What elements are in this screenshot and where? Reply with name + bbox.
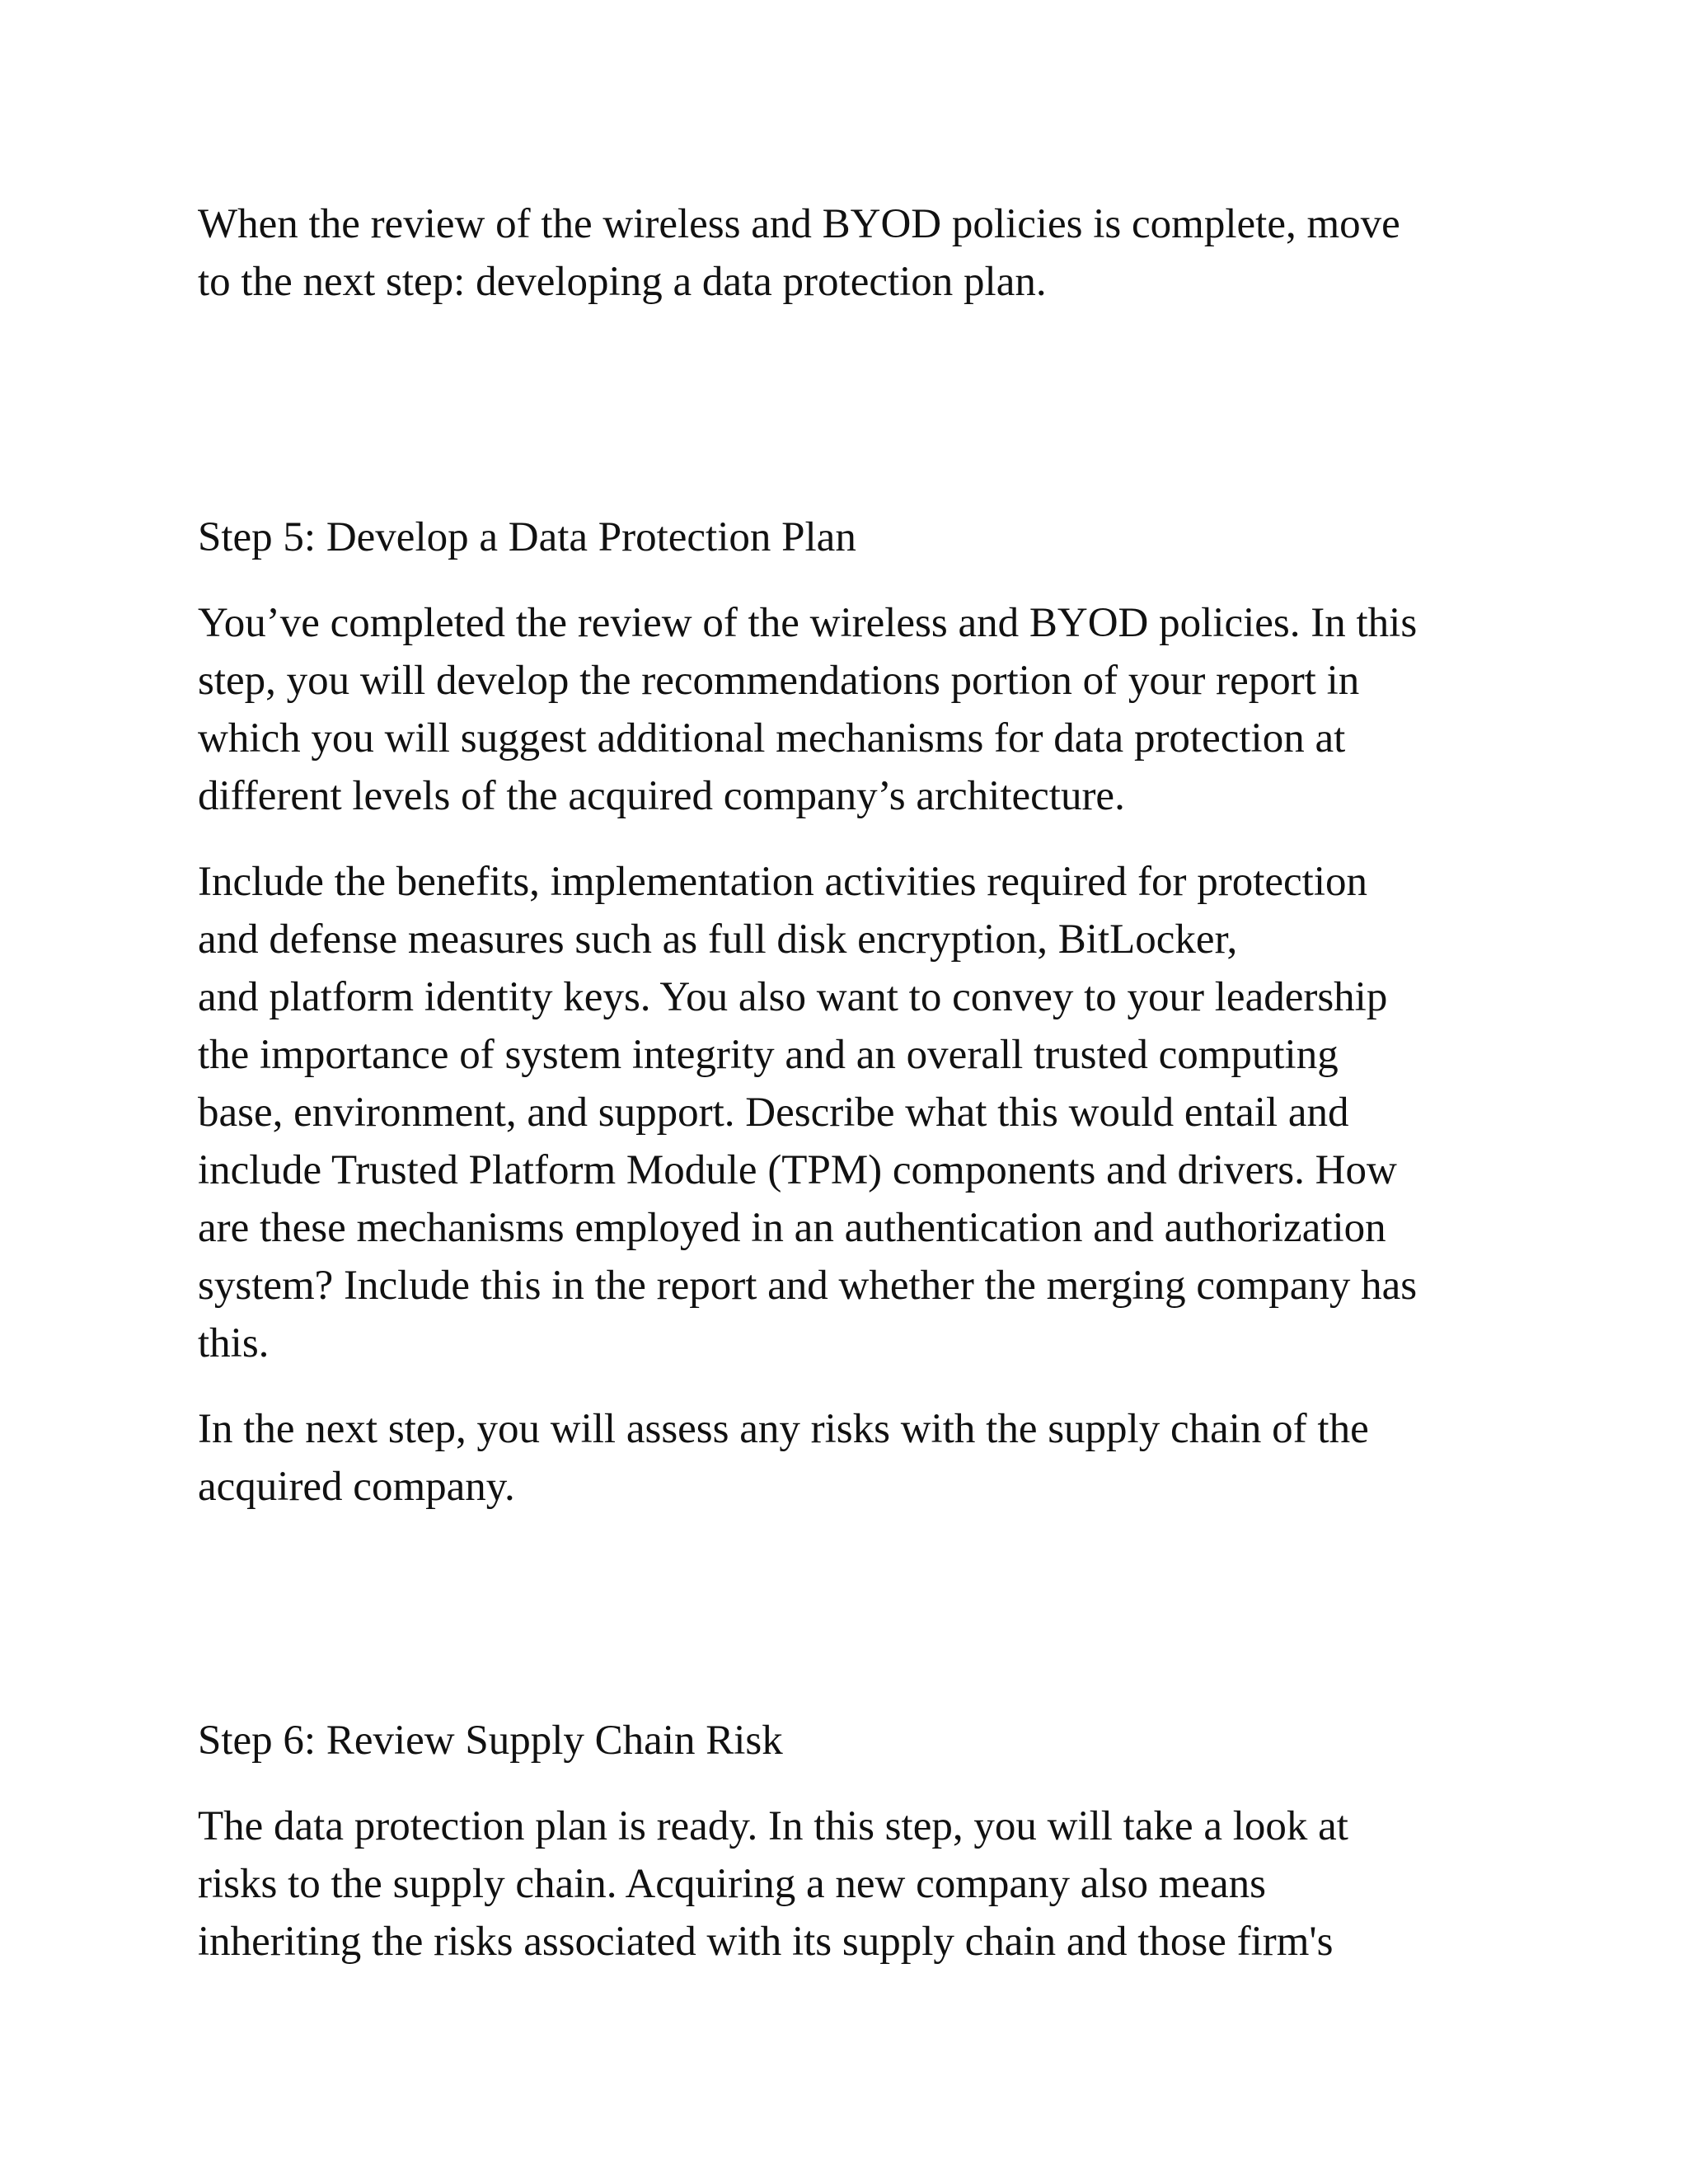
- text-line: base, environment, and support. Describe what this would entail and: [198, 1090, 1349, 1136]
- text-line: step, you will develop the recommendations portion of your report in: [198, 658, 1360, 704]
- text-line: Include the benefits, implementation activities required for protection: [198, 859, 1368, 905]
- text-line: system? Include this in the report and whether the merging company has: [198, 1263, 1418, 1309]
- text-line: The data protection plan is ready. In this step, you will take a look at: [198, 1803, 1348, 1849]
- text-line: In the next step, you will assess any risks with the supply chain of the: [198, 1406, 1369, 1452]
- section-heading: Step 5: Develop a Data Protection Plan: [198, 514, 856, 560]
- text-line: and platform identity keys. You also want to convey to your leadership: [198, 974, 1388, 1020]
- text-line: acquired company.: [198, 1464, 515, 1510]
- intro-paragraph: [198, 195, 1517, 311]
- step5-paragraph-3: [198, 1400, 1517, 1516]
- text-line: and defense measures such as full disk encryption, BitLocker,: [198, 916, 1238, 963]
- text-line: this.: [198, 1320, 270, 1366]
- text-line: When the review of the wireless and BYOD policies is complete, move: [198, 201, 1400, 247]
- section-heading: Step 6: Review Supply Chain Risk: [198, 1718, 783, 1764]
- text-line: risks to the supply chain. Acquiring a new company also means: [198, 1861, 1266, 1907]
- step5-heading: [198, 509, 1517, 566]
- step5-paragraph-2: [198, 853, 1517, 1372]
- text-line: different levels of the acquired company’s architecture.: [198, 773, 1125, 819]
- step5-paragraph-1: [198, 594, 1517, 825]
- text-line: You’ve completed the review of the wireless and BYOD policies. In this: [198, 600, 1418, 646]
- step6-heading: [198, 1712, 1517, 1769]
- text-line: inheriting the risks associated with its supply chain and those firm's: [198, 1919, 1334, 1965]
- text-line: to the next step: developing a data protection plan.: [198, 259, 1047, 305]
- text-line: include Trusted Platform Module (TPM) components and drivers. How: [198, 1147, 1397, 1193]
- text-line: the importance of system integrity and an overall trusted computing: [198, 1032, 1339, 1078]
- text-line: which you will suggest additional mechanisms for data protection at: [198, 715, 1346, 762]
- step6-paragraph-1: [198, 1797, 1517, 1971]
- text-line: are these mechanisms employed in an authentication and authorization: [198, 1205, 1386, 1251]
